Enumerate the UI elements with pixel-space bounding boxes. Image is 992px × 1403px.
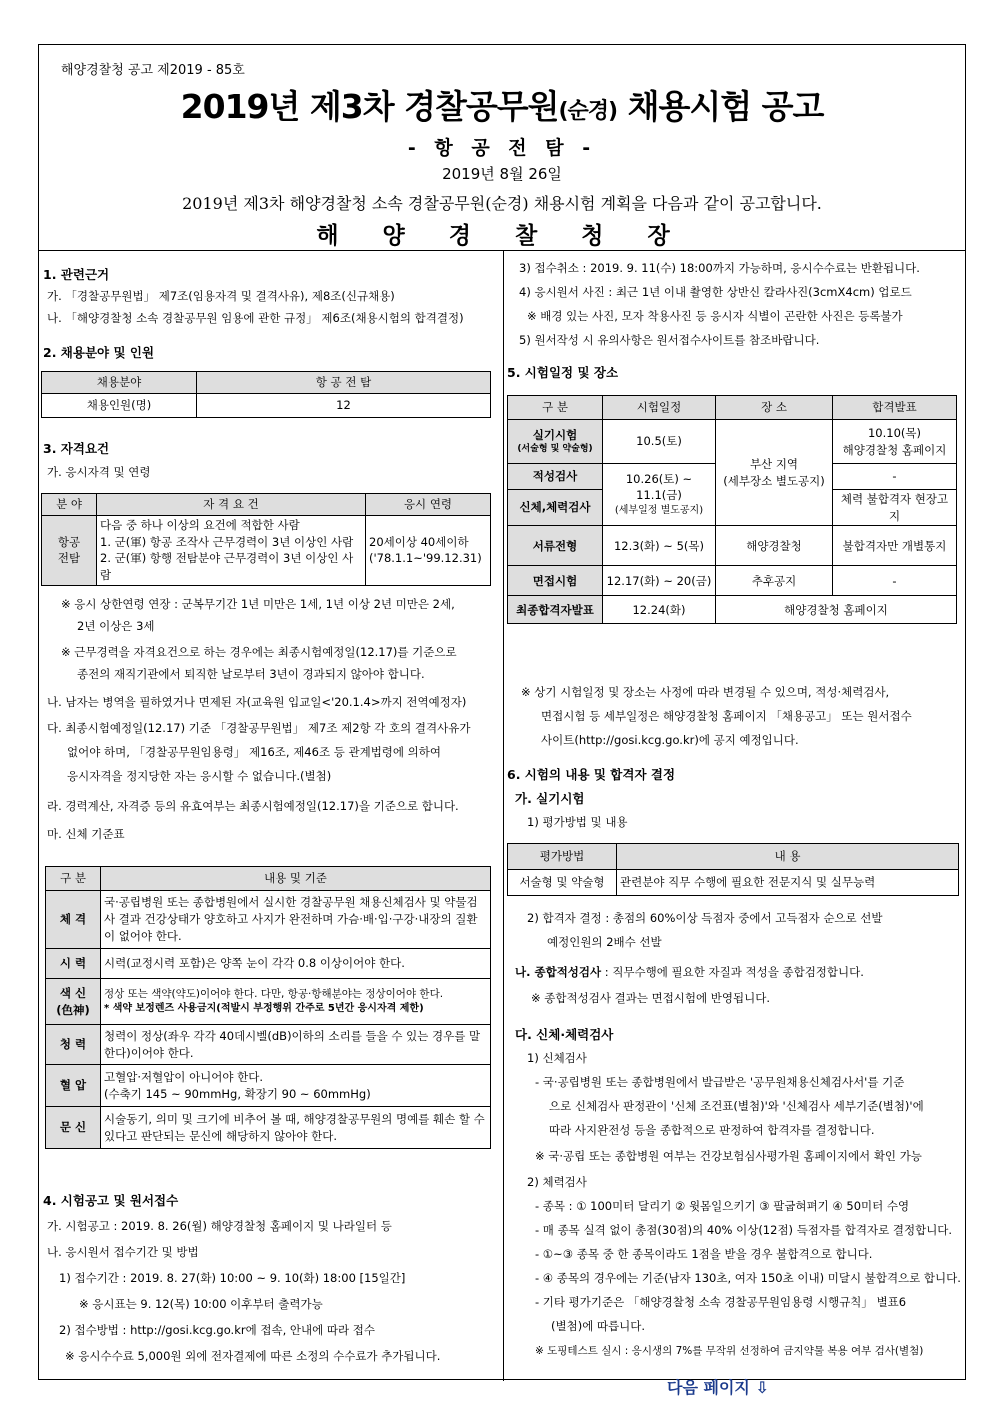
s6-c2-note: ※ 도핑테스트 실시 : 응시생의 7%를 무작위 선정하여 금지약물 복용 여부 검사(별첨) [535,1345,924,1357]
s3-item-b: 나. 남자는 병역을 필하였거나 면제된 자(교육원 입교일<'20.1.4>까지 전역예정자) [47,695,467,709]
qualification-table [41,493,491,586]
qual-field: 항공 전탐 [42,516,97,586]
intro-text: 2019년 제3차 해양경찰청 소속 경찰공무원(순경) 채용시험 계획을 다음과 같이 공고합니다. [182,194,822,213]
qual-requirements: 다음 중 하나 이상의 요건에 적합한 사람 1. 군(軍) 항공 조작사 근무경력이 3년 이상인 사람 2. 군(軍) 항행 전탐분야 근무경력이 3년 이상인 사람 [97,516,366,586]
s3-item-a: 가. 응시자격 및 연령 [47,465,151,479]
recruit-field-label: 채용분야 [42,372,197,394]
schedule-result: 불합격자만 개별통지 [833,526,957,566]
s4-b2: 2) 접수방법 : http://gosi.kcg.go.kr에 접속, 안내에 따라 접수 [59,1323,375,1337]
s1-item-a: 가. 「경찰공무원법」 제7조(임용자격 및 결격사유), 제8조(신규채용) [47,289,395,303]
section-4-heading: 4. 시험공고 및 원서접수 [43,1193,179,1208]
recruit-table [41,371,491,418]
qual-header-req: 자 격 요 건 [97,494,366,516]
s3-item-d: 라. 경력계산, 자격증 등의 유효여부는 최종시험예정일(12.17)을 기준으로 합니다. [47,799,459,813]
eval-method: 서술형 및 약술형 [508,870,617,896]
s6-item-a: 가. 실기시험 [515,791,585,806]
body-row-key: 청 력 [46,1025,101,1065]
schedule-result: - [833,464,957,490]
s3-item-c-3: 응시자격을 정지당한 자는 응시할 수 없습니다.(별첨) [67,769,332,783]
recruit-count-label: 채용인원(명) [42,394,197,418]
s6-c2-item: - ①~③ 종목 중 한 종목이라도 1점을 받을 경우 불합격으로 합니다. [535,1247,873,1261]
schedule-row-label: 서류전형 [508,526,603,566]
schedule-row-label: 적성검사 [508,464,603,490]
body-header-criteria: 내용 및 기준 [101,867,491,891]
s6-c2-item: - 매 종목 실격 없이 총점(30점)의 40% 이상(12점) 득점자를 합격자로 결정합니다. [535,1223,953,1237]
schedule-header: 시험일정 [603,396,716,420]
s4-b4-note: ※ 배경 있는 사진, 모자 착용사진 등 응시자 식별이 곤란한 사진은 등록불가 [527,309,903,323]
s3-note1-cont: 2년 이상은 3세 [77,619,155,633]
schedule-row-label: 신체,체력검사 [508,490,603,526]
eval-table [507,843,959,896]
eval-content: 관련분야 직무 수행에 필요한 전문지식 및 실무능력 [617,870,959,896]
body-row-value: 국·공립병원 또는 종합병원에서 실시한 경찰공무원 채용신체검사 및 약물검사 결과 건강상태가 양호하고 사지가 완전하며 가슴·배·입·구강·내장의 질환이 없어야 한다. [101,891,491,949]
schedule-result: - [833,566,957,596]
notice-number: 해양경찰청 공고 제2019 - 85호 [61,63,245,78]
s3-item-e: 마. 신체 기준표 [47,827,125,841]
eval-header: 내 용 [617,844,959,870]
s4-b2-note: ※ 응시수수료 5,000원 외에 전자결제에 따른 소정의 수수료가 추가됩니다. [65,1349,441,1363]
schedule-place: 해양경찰청 [716,526,833,566]
schedule-header: 장 소 [716,396,833,420]
body-row-key: 혈 압 [46,1065,101,1107]
s6-c1: 1) 신체검사 [527,1051,587,1065]
qual-header-age: 응시 연령 [366,494,491,516]
schedule-result: 10.10(목) 해양경찰청 홈페이지 [833,420,957,464]
s6-c1-note: ※ 국·공립 또는 종합병원 여부는 건강보험심사평가원 홈페이지에서 확인 가능 [535,1149,922,1163]
s5-note: ※ 상기 시험일정 및 장소는 사정에 따라 변경될 수 있으며, 적성·체력검사, [521,685,890,699]
s6-c2-item-cont: (별첨)에 따릅니다. [551,1319,646,1333]
qual-header-field: 분 야 [42,494,97,516]
body-row-value: 청력이 정상(좌우 각각 40데시벨(dB)이하의 소리를 들을 수 있는 경우를 말한다)이어야 한다. [101,1025,491,1065]
schedule-place: 해양경찰청 홈페이지 [716,596,957,624]
s6-item-b: 나. 종합적성검사 : 직무수행에 필요한 자질과 적성을 종합검정합니다. [515,965,864,979]
s4-item-a: 가. 시험공고 : 2019. 8. 26(월) 해양경찰청 홈페이지 및 나라일터 등 [47,1219,392,1233]
s6-c2-item: - 종목 : ① 100미터 달리기 ② 윗몸일으키기 ③ 팔굽혀펴기 ④ 50미터 수영 [535,1199,910,1213]
s4-b3: 3) 접수취소 : 2019. 9. 11(수) 18:00까지 가능하며, 응시수수료는 반환됩니다. [519,261,920,275]
s4-b1-note: ※ 응시표는 9. 12(목) 10:00 이후부터 출력가능 [79,1297,323,1311]
next-page-link[interactable]: 다음 페이지 ⇩ [667,1378,769,1397]
schedule-row-label: 최종합격자발표 [508,596,603,624]
s6-c1-text-3: 따라 사지완전성 등을 종합적으로 판정하여 합격자를 결정합니다. [549,1123,875,1137]
s1-item-b: 나. 「해양경찰청 소속 경찰공무원 임용에 관한 규정」 제6조(채용시험의 합격결정) [47,311,464,325]
s6-c2-item: - 기타 평가기준은 「해양경찰청 소속 경찰공무원임용령 시행규칙」 별표6 [535,1295,907,1309]
section-6-heading: 6. 시험의 내용 및 합격자 결정 [507,767,676,782]
s3-item-c: 다. 최종시험예정일(12.17) 기준 「경찰공무원법」 제7조 제2항 각 호의 결격사유가 [47,721,471,735]
s6-c2-item: - ④ 종목의 경우에는 기준(남자 130초, 여자 150초 이내) 미달시 불합격으로 합니다. [535,1271,961,1285]
body-row-key: 시 력 [46,949,101,979]
s6-item-c: 다. 신체·체력검사 [515,1027,614,1042]
s3-item-c-2: 없어야 하며, 「경찰공무원임용령」 제16조, 제46조 등 관계법령에 의하여 [67,745,441,759]
body-row-value: 시술동기, 의미 및 크기에 비추어 볼 때, 해양경찰공무원의 명예를 훼손 할 수 있다고 판단되는 문신에 해당하지 않아야 한다. [101,1107,491,1149]
s6-c1-text: - 국·공립병원 또는 종합병원에서 발급받은 '공무원채용신체검사서'를 기준 [535,1075,905,1089]
schedule-row-label: 면접시험 [508,566,603,596]
s3-note2: ※ 근무경력을 자격요건으로 하는 경우에는 최종시험예정일(12.17)를 기준으로 [61,645,457,659]
s6-b-note: ※ 종합적성검사 결과는 면접시험에 반영됩니다. [531,991,770,1005]
schedule-place: 추후공지 [716,566,833,596]
s6-c1-text-2: 으로 신체검사 판정관이 '신체 조건표(별첨)'와 '신체검사 세부기준(별첨)'에 [549,1099,924,1113]
body-row-key: 문 신 [46,1107,101,1149]
s6-c2: 2) 체력검사 [527,1175,587,1189]
issuer: 해 양 경 찰 청 장 [316,223,688,249]
recruit-count-value: 12 [197,394,491,418]
s6-a1: 1) 평가방법 및 내용 [527,815,628,829]
schedule-date: 10.26(토) ~ 11.1(금) (세부일정 별도공지) [603,464,716,526]
body-row-value: 시력(교정시력 포함)은 양쪽 눈이 각각 0.8 이상이어야 한다. [101,949,491,979]
schedule-date: 10.5(토) [603,420,716,464]
eval-header: 평가방법 [508,844,617,870]
schedule-table [507,395,957,624]
body-row-key: 체 격 [46,891,101,949]
body-row-value: 고혈압·저혈압이 아니어야 한다. (수축기 145 ~ 90mmHg, 확장기 90 ~ 60mmHg) [101,1065,491,1107]
s3-note2-cont: 종전의 재직기관에서 퇴직한 날로부터 3년이 경과되지 않아야 합니다. [77,667,425,681]
section-1-heading: 1. 관련근거 [43,267,110,282]
s3-note1: ※ 응시 상한연령 연장 : 군복무기간 1년 미만은 1세, 1년 이상 2년 미만은 2세, [61,597,455,611]
notice-date: 2019년 8월 26일 [442,165,562,183]
s5-note-2: 면접시험 등 세부일정은 해양경찰청 홈페이지 「채용공고」 또는 원서접수 [541,709,912,723]
qual-age: 20세이상 40세이하 ('78.1.1~'99.12.31) [366,516,491,586]
s4-b4: 4) 응시원서 사진 : 최근 1년 이내 촬영한 상반신 칼라사진(3cmX4cm) 업로드 [519,285,912,299]
header [39,45,965,251]
body-row-value: 정상 또는 색약(약도)이어야 한다. 다만, 항공·항해분야는 정상이어야 한다. * 색약 보정렌즈 사용금지(적발시 부정행위 간주로 5년간 응시자격 제한) [101,979,491,1025]
schedule-date: 12.3(화) ~ 5(목) [603,526,716,566]
body-row-key: 색 신 (色神) [46,979,101,1025]
schedule-place: 부산 지역 (세부장소 별도공지) [716,420,833,526]
s6-a2-cont: 예정인원의 2배수 선발 [547,935,662,949]
schedule-date: 12.17(화) ~ 20(금) [603,566,716,596]
s4-b1: 1) 접수기간 : 2019. 8. 27(화) 10:00 ~ 9. 10(화) 18:00 [15일간] [59,1271,406,1285]
column-divider [503,250,504,1381]
recruit-field-value: 항 공 전 탐 [197,372,491,394]
section-5-heading: 5. 시험일정 및 장소 [507,365,619,380]
schedule-result: 체력 불합격자 현장고지 [833,490,957,526]
s6-a2: 2) 합격자 결정 : 총점의 60%이상 득점자 중에서 고득점자 순으로 선발 [527,911,883,925]
s4-item-b: 나. 응시원서 접수기간 및 방법 [47,1245,199,1259]
schedule-row-label: 실기시험 (서술형 및 약술형) [508,420,603,464]
field-subtitle: - 항 공 전 탐 - [407,137,597,159]
page-title: 2019년 제3차 경찰공무원(순경) 채용시험 공고 [180,87,824,126]
schedule-date: 12.24(화) [603,596,716,624]
schedule-header: 구 분 [508,396,603,420]
section-2-heading: 2. 채용분야 및 인원 [43,345,155,360]
body-criteria-table [45,866,491,1149]
body-header-kind: 구 분 [46,867,101,891]
notice-page [38,44,966,1397]
section-3-heading: 3. 자격요건 [43,441,110,456]
s4-b5: 5) 원서작성 시 유의사항은 원서접수사이트를 참조바랍니다. [519,333,820,347]
schedule-header: 합격발표 [833,396,957,420]
s5-note-3: 사이트(http://gosi.kcg.go.kr)에 공지 예정입니다. [541,733,799,747]
